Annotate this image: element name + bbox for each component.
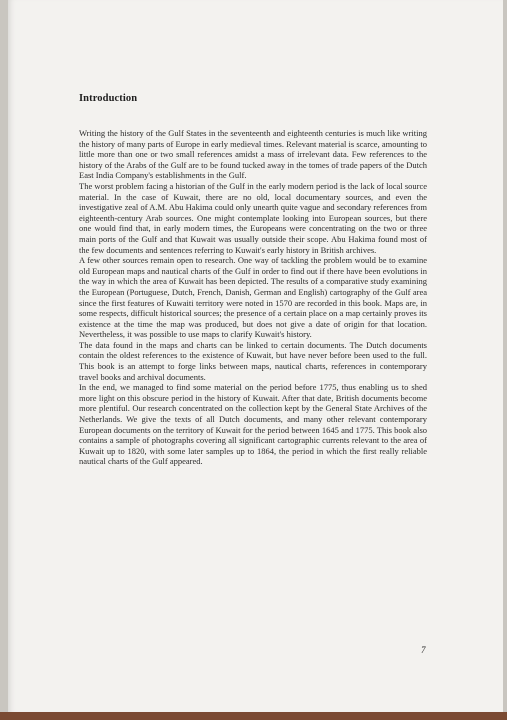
paragraph: The worst problem facing a historian of the Gulf in the early modern period is the lack of local source material. In the case of Kuwait, there are no old, local documentary sources, and even the investigative zeal of A.M. Abu Hakima could only unearth quite vague and secondary references from eighteenth-century Arab sources. One might contemplate looking into European sources, but there one would find that, in early modern times, the Europeans were concentrating on the two or three main ports of the Gulf and that Kuwait was usually outside their scope. Abu Hakima found most of the few documents and sentences referring to Kuwait's early history in British archives. — [79, 180, 427, 255]
paragraph: Writing the history of the Gulf States in the seventeenth and eighteenth centuries is much like writing the history of many parts of Europe in early medieval times. Relevant material is scarce, amounting to little more than one or two small references amidst a mass of irrelevant data. Few references to the history of the Arabs of the Gulf are to be found tucked away in the tomes of trade papers of the Dutch East India Company's establishments in the Gulf. — [79, 128, 427, 181]
book-page — [8, 0, 503, 712]
paragraph: In the end, we managed to find some material on the period before 1775, thus enabling us to shed more light on this obscure period in the history of Kuwait. After that date, British documents become more plentiful. Our research concentrated on the collection kept by the General State Archives of the Netherlands. We give the texts of all Dutch documents, and many other relevant contemporary European documents on the territory of Kuwait for the period between 1645 and 1775. This book also contains a sample of photographs covering all significant cartographic currents relevant to the area of Kuwait up to 1820, with some later samples up to 1864, the period in which the first really reliable nautical charts of the Gulf appeared. — [79, 382, 427, 467]
paragraph: The data found in the maps and charts can be linked to certain documents. The Dutch documents contain the oldest references to the existence of Kuwait, but have never before been used to the full. This book is an attempt to forge links between maps, nautical charts, references in contemporary travel books and archival documents. — [79, 339, 427, 382]
page-number: 7 — [421, 645, 426, 655]
book-cover-edge — [0, 712, 507, 720]
body-text — [79, 128, 427, 467]
page-heading: Introduction — [79, 93, 138, 104]
paragraph: A few other sources remain open to research. One way of tackling the problem would be to examine old European maps and nautical charts of the Gulf in order to find out if there have been evolutions in the way in which the area of Kuwait has been depicted. The results of a comparative study examining the European (Portuguese, Dutch, French, Danish, German and English) cartography of the Gulf area since the first features of Kuwaiti territory were noted in 1570 are recorded in this book. Maps are, in some respects, difficult historical sources; the presence of a certain place on a map certainly proves its existence at the time the map was produced, but does not give a date of origin for that location. Nevertheless, it was possible to use maps to clarify Kuwait's history. — [79, 255, 427, 340]
